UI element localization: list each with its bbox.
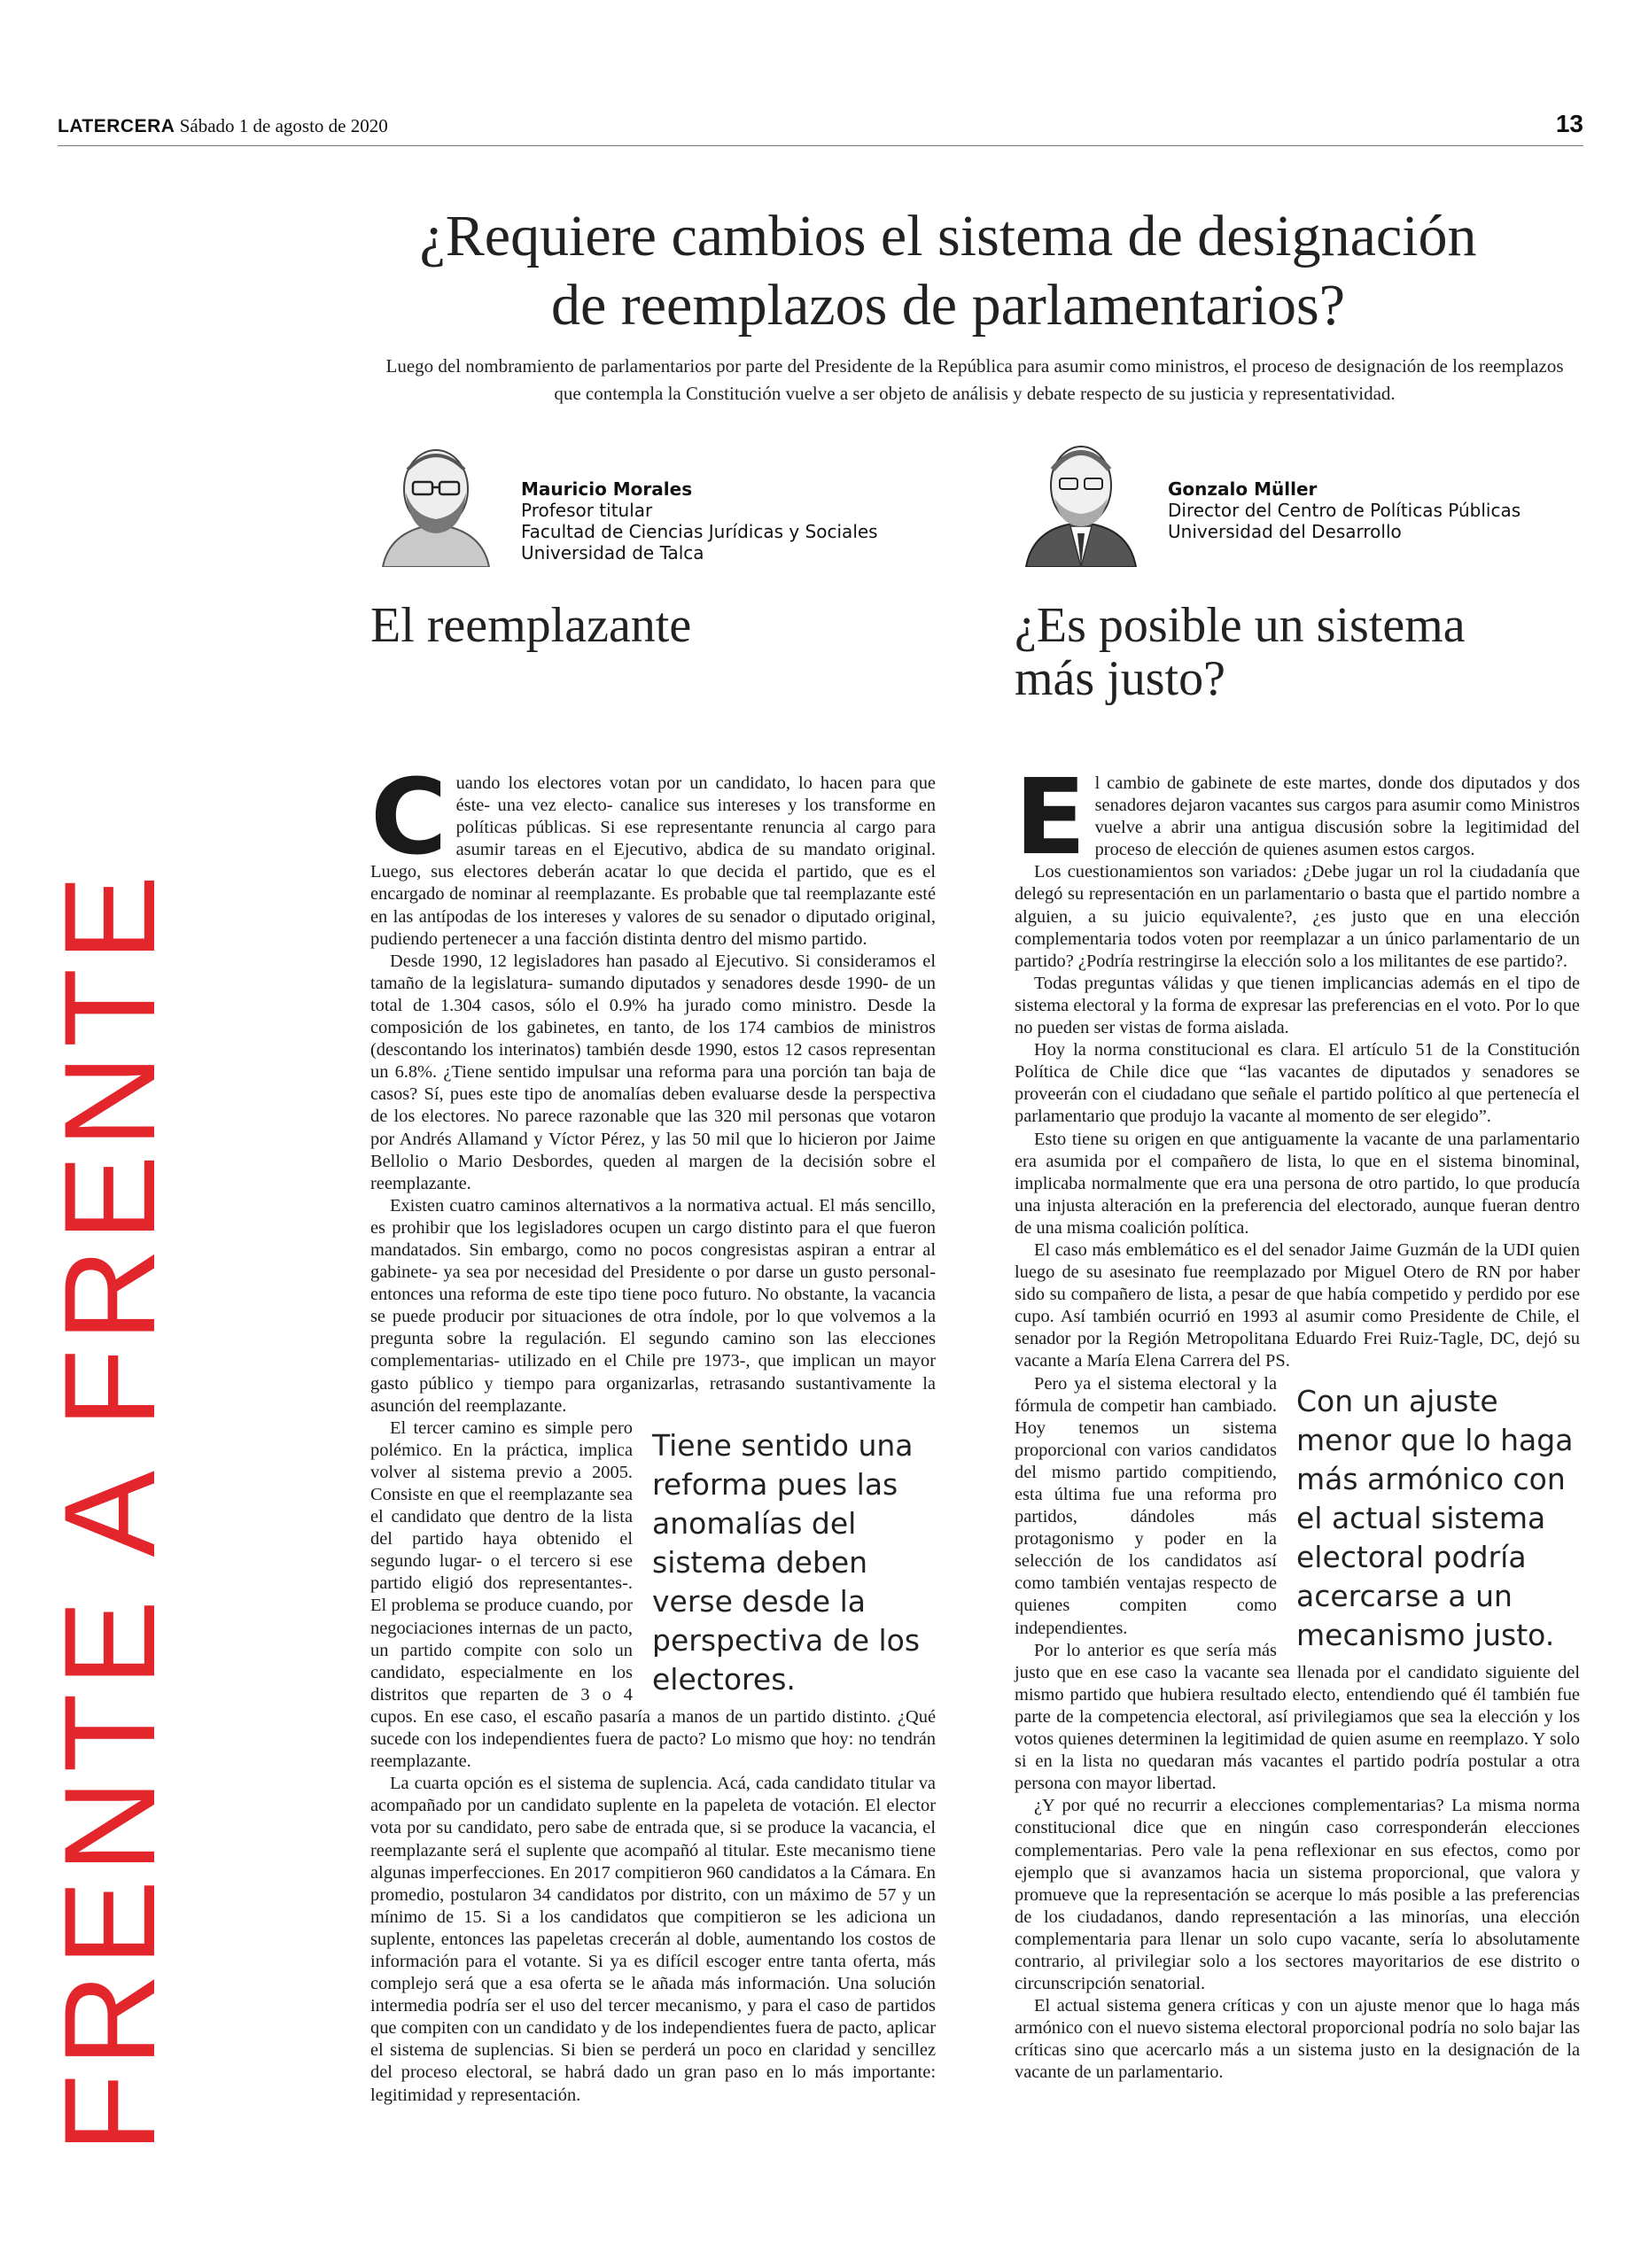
drop-cap: E (1015, 756, 1086, 878)
author-name: Gonzalo Müller (1168, 478, 1318, 500)
paragraph: El tercer camino es simple pero polémico. En la práctica, implica volver al sistema previo a 2005. Consiste en que el reemplazante sea el candidato que dentro de la lista del partido haya obtenido el segundo lugar- o el tercero si ese partido eligió dos representantes-. El problema se produce cuando, por negociaciones internas de un pacto, un partido compite con solo un candidato, especialmente en los distritos que reparten de 3 o 4 cupos. En ese caso, el escaño pasaría a manos de un partido distinto. ¿Qué sucede con los independientes fuera de pacto? Lo mismo que hoy: no tendrán reemplazante. (370, 1418, 936, 1772)
author-portrait-muller (1019, 434, 1143, 567)
column-title-left: El reemplazante (370, 598, 692, 653)
page-number: 13 (1555, 110, 1583, 137)
page-headline (372, 202, 1524, 340)
author-bio-left (521, 478, 893, 563)
brand-logo: LATERCERA (58, 116, 175, 136)
drop-cap: C (370, 756, 447, 878)
author-institution: Universidad de Talca (521, 542, 704, 563)
column-title-right-line-2: más justo? (1015, 651, 1225, 706)
paragraph: Existen cuatro caminos alternativos a la normativa actual. El más sencillo, es prohibir que los legisladores ocupen un cargo distinto para el que fueron mandatados. Sin embargo, como no pocos congresistas aspiran a entrar al gabinete- ya sea por necesidad del Presidente o por darse un gusto personal- entonces una reforma de este tipo tiene poco futuro. No obstante, la vacancia se puede producir por situaciones de otra índole, por lo que volvemos a la pregunta sobre la regulación. El segundo camino son las elecciones complementarias- utilizado en el Chile pre 1973-, que implican un mayor gasto público y tiempo para organizarlas, retrasando sustantivamente la asunción del reemplazante. (370, 1195, 936, 1416)
article-body-right (1015, 756, 1580, 2085)
author-role: Profesor titular (521, 500, 653, 521)
paragraph: Todas preguntas válidas y que tienen implicancias además en el tipo de sistema electoral y la forma de expresar las preferencias en el voto. Por lo que no pueden ser vistas de forma aislada. (1015, 973, 1580, 1038)
deck-text: Luego del nombramiento de parlamentarios por parte del Presidente de la República para asumir como ministros, el proceso de designación de los reemplazos que contempla la Constitución vuelve a ser objeto de análisis y debate respecto de su justicia y representatividad. (385, 355, 1564, 404)
paragraph: El actual sistema genera críticas y con un ajuste menor que lo haga más armónico con el nuevo sistema electoral proporcional podría no solo bajar las críticas sino que acercarlo más a un sistema justo en la designación de la vacante de un parlamentario. (1015, 1996, 1580, 2083)
author-role: Director del Centro de Políticas Públicas (1168, 500, 1521, 521)
paragraph: Desde 1990, 12 legisladores han pasado al Ejecutivo. Si consideramos el tamaño de la legislatura- sumando diputados y senadores desde 1990- de un total de 1.304 casos, sólo el 0.9% ha jurado como ministro. Desde la composición de los gabinetes, en tanto, de los 174 cambios de ministros (descontando los interinatos) también desde 1990, estos 12 casos representan un 6.8%. ¿Tiene sentido impulsar una reforma para una porción tan baja de casos? Sí, pues este tipo de anomalías deben evaluarse desde la perspectiva de los electores. No parece razonable que las 320 mil personas que votaron por Andrés Allamand y Víctor Pérez, y las 50 mil que lo hicieron por Jaime Bellolio o Mario Desbordes, queden al margen de la decisión sobre el reemplazante. (370, 951, 936, 1193)
issue-date: Sábado 1 de agosto de 2020 (179, 115, 388, 136)
paragraph: El caso más emblemático es el del senador Jaime Guzmán de la UDI quien luego de su asesinato fue reemplazado por Miguel Otero de RN por haber sido su compañero de lista, a pesar de que había competido y perdido por ese cupo. Así también ocurrió en 1993 al asumir como Presidente de Chile, el senador por la Región Metropolitana Eduardo Frei Ruiz-Tagle, DC, dejó su vacante a María Elena Carrera del PS. (1015, 1239, 1580, 1371)
paragraph: El cambio de gabinete de este martes, donde dos diputados y dos senadores dejaron vacantes sus cargos para asumir como Ministros vuelve a abrir una antigua discusión sobre la legitimidad del proceso de elección de quienes asumen estos cargos. (1015, 756, 1580, 878)
header-rule (58, 145, 1583, 146)
pull-quote: Con un ajuste menor que lo haga más armónico con el actual sistema electoral podría acercarse a un mecanismo justo. (1296, 1383, 1574, 1652)
paragraph: Pero ya el sistema electoral y la fórmula de competir han cambiado. Hoy tenemos un sistema proporcional con varios candidatos del mismo partido compitiendo, esta última fue una reforma pro partidos, dándoles más protagonismo y poder en la selección de los candidatos así como también ventajas respecto de quienes compiten como independientes. (1015, 1373, 1277, 1638)
headline-line-1: ¿Requiere cambios el sistema de designación (419, 204, 1477, 268)
column-title-right-line-1: ¿Es posible un sistema (1015, 598, 1466, 653)
author-faculty: Facultad de Ciencias Jurídicas y Sociales (521, 521, 878, 542)
article-body-left (370, 756, 936, 2107)
pull-quote: Tiene sentido una reforma pues las anomalías del sistema deben verse desde la perspectiva de los electores. (652, 1427, 921, 1697)
author-portrait-morales (374, 434, 498, 567)
column-title-right (1015, 599, 1564, 705)
paragraph: Hoy la norma constitucional es clara. El artículo 51 de la Constitución Política de Chile dice que “las vacantes de diputados y senadores se proveerán con el ciudadano que señale el partido político al que pertenecía el parlamentario que produjo la vacante al momento de ser elegido”. (1015, 1040, 1580, 1127)
headline-line-2: de reemplazos de parlamentarios? (550, 273, 1346, 338)
masthead (58, 115, 388, 137)
paragraph: Por lo anterior es que sería más justo que en ese caso la vacante sea llenada por el candidato siguiente del mismo partido que hubiera resultado electo, entendiendo qué él también fue parte de la competencia electoral, así privilegiamos que sea la elección y los votos quienes determinen la legitimidad de quien asume en reemplazo. Y solo si en la lista no quedaran más vacantes el partido podría postular a otra persona con mayor libertad. (1015, 1640, 1580, 1794)
paragraph: Los cuestionamientos son variados: ¿Debe jugar un rol la ciudadanía que delegó su representación en un parlamentario o basta que el partido nombre a alguien, a su juicio equivalente?, ¿es justo que en una elección complementaria todos voten por reemplazar a un único parlamentario de un partido? ¿Podría restringirse la elección solo a los militantes de ese partido?. (1015, 862, 1580, 971)
paragraph: La cuarta opción es el sistema de suplencia. Acá, cada candidato titular va acompañado por un candidato suplente en la papeleta de votación. El elector vota por su candidato, pero sabe de entrada que, si se produce la vacancia, el reemplazante será el suplente que acompañó al titular. Este mecanismo tiene algunas imperfecciones. En 2017 compitieron 960 candidatos a la Cámara. En promedio, postularon 34 candidatos por distrito, con un máximo de 57 y un mínimo de 15. Si a los candidatos que compitieron se les adiciona un suplente, entonces las papeletas crecerán al doble, aumentando los costos de información para el votante. Si ya es difícil escoger entre tanta oferta, más complejo será que a esa oferta se le añada más información. Una solución intermedia podría ser el uso del tercer mecanismo, y para el caso de partidos que compiten con un candidato y de los independientes fuera de pacto, aplicar el sistema de suplencias. Si bien se perderá un poco en claridad y sencillez del proceso electoral, se habrá dado un gran paso en lo más importante: legitimidad y representación. (370, 1774, 936, 2105)
paragraph: Cuando los electores votan por un candidato, lo hacen para que éste- una vez electo- canalice sus intereses y los transforme en políticas públicas. Si ese representante renuncia al cargo para asumir tareas en el Ejecutivo, abdica de su mandato original. Luego, sus electores deberán acatar lo que decida el partido, que es el encargado de nominar al reemplazante. Es probable que tal reemplazante esté en las antípodas de los intereses y valores de su senador o diputado original, pudiendo pertenecer a una facción distinta dentro del mismo partido. (370, 756, 936, 949)
author-institution: Universidad del Desarrollo (1168, 521, 1402, 542)
paragraph: Esto tiene su origen en que antiguamente la vacante de una parlamentario era asumida por el compañero de lista, lo que en el sistema binominal, implicaba normalmente que era una persona de otro partido, lo que producía una injusta alteración en la preferencia del electorado, aunque fueran dentro de una misma coalición política. (1015, 1129, 1580, 1238)
paragraph: ¿Y por qué no recurrir a elecciones complementarias? La misma norma constitucional dice que en ningún caso corresponderán elecciones complementarias. Pero vale la pena reflexionar en sus efectos, como por ejemplo que si avanzamos hacia un sistema proporcional, que valora y promueve que la representación se acerque lo más posible a las preferencias de los ciudadanos, dando representación a las minorías, una elección complementaria para llenar un solo cupo vacante, sería lo absolutamente contrario, al privilegiar solo a los sectores mayoritarios de ese distrito o circunscripción senatorial. (1015, 1796, 1580, 1994)
author-bio-right (1168, 478, 1540, 542)
section-label: FRENTE A FRENTE (37, 867, 182, 2153)
author-name: Mauricio Morales (521, 478, 693, 500)
